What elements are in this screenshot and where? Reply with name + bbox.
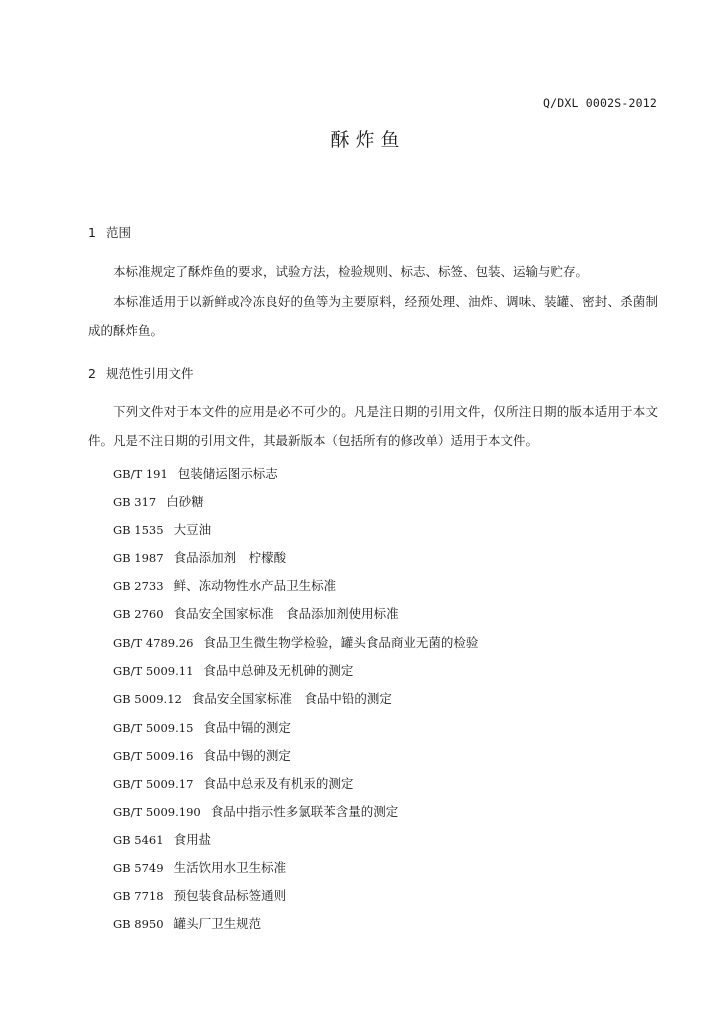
reference-item xyxy=(113,746,291,764)
reference-title: 白砂糖 xyxy=(166,494,204,509)
section-2-intro: 下列文件对于本文件的应用是必不可少的。凡是注日期的引用文件，仅所注日期的版本适用于本文件。凡是不注日期的引用文件，其最新版本（包括所有的修改单）适用于本文件。 xyxy=(88,404,658,448)
reference-item xyxy=(113,604,399,622)
document-code: Q/DXL 0002S-2012 xyxy=(543,96,657,110)
document-title: 酥炸鱼 xyxy=(330,129,406,151)
reference-item xyxy=(113,802,398,820)
reference-title: 食品中总汞及有机汞的测定 xyxy=(203,776,354,791)
section-1-number: 1 xyxy=(88,225,96,240)
reference-code: GB/T 5009.17 xyxy=(113,777,194,791)
reference-title: 大豆油 xyxy=(173,522,212,537)
reference-item xyxy=(113,464,278,482)
reference-code: GB/T 191 xyxy=(113,467,168,481)
section-2-heading xyxy=(88,364,194,382)
reference-title: 预包装食品标签通则 xyxy=(173,888,287,903)
reference-item xyxy=(113,633,478,651)
reference-title: 鲜、冻动物性水产品卫生标准 xyxy=(173,578,337,593)
section-1-title: 范围 xyxy=(106,225,132,240)
reference-code: GB 1987 xyxy=(113,551,164,565)
reference-item xyxy=(113,492,204,510)
reference-code: GB 5009.12 xyxy=(113,692,182,706)
reference-code: GB/T 4789.26 xyxy=(113,636,194,650)
reference-item xyxy=(113,689,392,707)
reference-code: GB/T 5009.15 xyxy=(113,721,194,735)
reference-title: 食品卫生微生物学检验，罐头食品商业无菌的检验 xyxy=(203,635,479,650)
reference-title: 食用盐 xyxy=(173,832,212,847)
reference-item xyxy=(113,886,286,904)
reference-item xyxy=(113,830,211,848)
reference-title: 食品添加剂 柠檬酸 xyxy=(173,550,287,565)
reference-item xyxy=(113,576,336,594)
reference-title: 食品中锡的测定 xyxy=(203,748,291,763)
section-1-heading xyxy=(88,223,131,241)
reference-item xyxy=(113,774,353,792)
reference-title: 生活饮用水卫生标准 xyxy=(173,860,287,875)
reference-code: GB 2760 xyxy=(113,607,164,621)
reference-item xyxy=(113,548,286,566)
reference-item xyxy=(113,520,211,538)
reference-code: GB 5749 xyxy=(113,861,164,875)
section-1-paragraph-2: 本标准适用于以新鲜或冷冻良好的鱼等为主要原料，经预处理、油炸、调味、装罐、密封、杀菌制成的酥炸鱼。 xyxy=(88,294,658,338)
reference-item xyxy=(113,914,261,932)
reference-code: GB 8950 xyxy=(113,917,164,931)
reference-title: 食品安全国家标准 食品中铅的测定 xyxy=(191,691,392,706)
reference-item xyxy=(113,858,286,876)
reference-code: GB 5461 xyxy=(113,833,164,847)
reference-title: 食品安全国家标准 食品添加剂使用标准 xyxy=(173,606,399,621)
section-2-title: 规范性引用文件 xyxy=(106,366,194,381)
reference-code: GB/T 5009.190 xyxy=(113,805,201,819)
section-1-paragraph-1: 本标准规定了酥炸鱼的要求，试验方法，检验规则、标志、标签、包装、运输与贮存。 xyxy=(113,264,589,279)
reference-code: GB 1535 xyxy=(113,523,164,537)
section-2-number: 2 xyxy=(88,366,96,381)
reference-code: GB 2733 xyxy=(113,579,164,593)
reference-title: 罐头厂卫生规范 xyxy=(173,916,262,931)
reference-title: 食品中总砷及无机砷的测定 xyxy=(203,663,354,678)
reference-item xyxy=(113,718,291,736)
reference-code: GB/T 5009.16 xyxy=(113,749,194,763)
reference-item xyxy=(113,661,353,679)
reference-code: GB/T 5009.11 xyxy=(113,664,194,678)
reference-code: GB 317 xyxy=(113,495,157,509)
reference-title: 食品中指示性多氯联苯含量的测定 xyxy=(210,804,399,819)
reference-code: GB 7718 xyxy=(113,889,164,903)
reference-title: 包装储运图示标志 xyxy=(177,466,278,481)
reference-title: 食品中镉的测定 xyxy=(203,720,291,735)
